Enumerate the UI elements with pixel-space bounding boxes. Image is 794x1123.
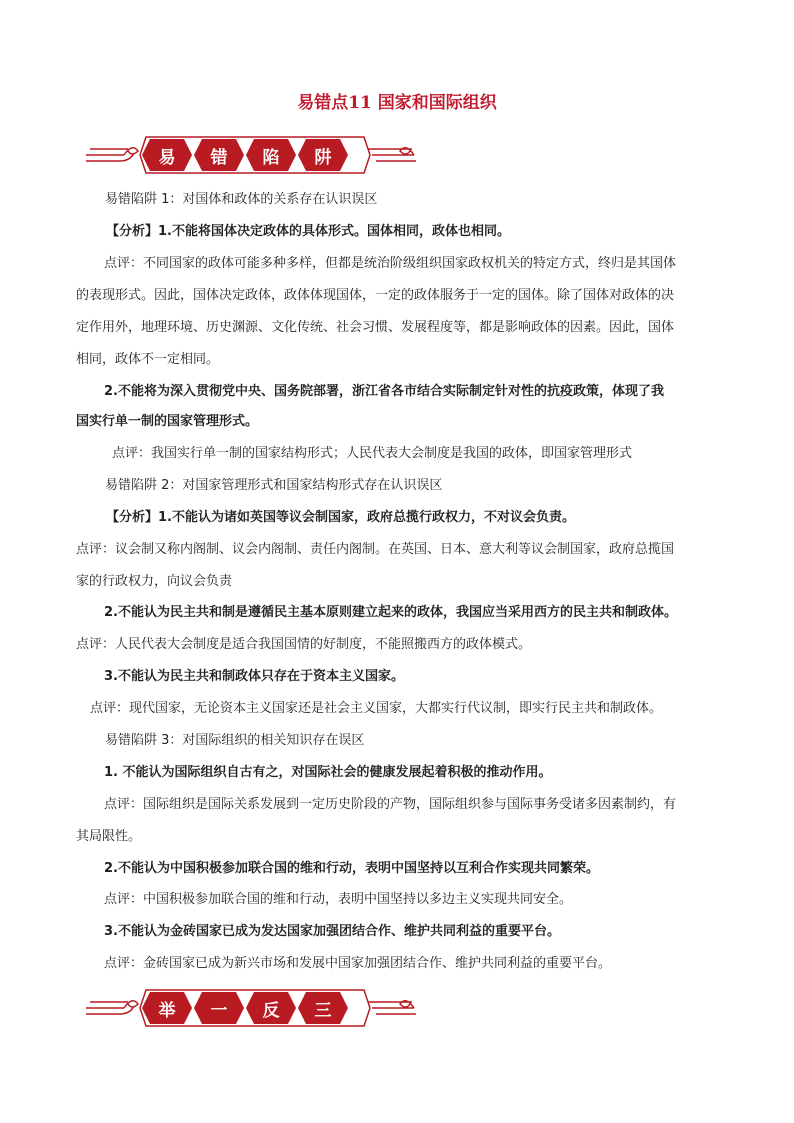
text-line: 2.不能认为民主共和制是遵循民主基本原则建立起来的政体，我国应当采用西方的民主共和制政体。 <box>104 605 677 620</box>
banner-char: 三 <box>314 1000 332 1021</box>
text-line: 家的行政权力，向议会负责 <box>76 574 233 589</box>
banner-char: 一 <box>210 1000 228 1021</box>
text-line: 点评：中国积极参加联合国的维和行动，表明中国坚持以多边主义实现共同安全。 <box>104 892 573 907</box>
banner-char: 错 <box>210 147 228 168</box>
banner-char: 举 <box>158 1000 176 1021</box>
banner-char: 反 <box>262 1000 280 1021</box>
text-line: 3.不能认为金砖国家已成为发达国家加强团结合作、维护共同利益的重要平台。 <box>104 924 560 939</box>
text-line: 点评：我国实行单一制的国家结构形式；人民代表大会制度是我国的政体，即国家管理形式 <box>112 446 633 461</box>
text-line: 2.不能认为中国积极参加联合国的维和行动，表明中国坚持以互利合作实现共同繁荣。 <box>104 861 599 876</box>
text-line: 易错陷阱 2：对国家管理形式和国家结构形式存在认识误区 <box>105 478 443 493</box>
banner-char: 阱 <box>314 147 332 168</box>
text-line: 相同，政体不一定相同。 <box>76 352 220 367</box>
text-line: 点评：现代国家，无论资本主义国家还是社会主义国家，大都实行代议制，即实行民主共和制政体。 <box>90 701 663 716</box>
banner-char: 陷 <box>262 147 280 168</box>
text-line: 1. 不能认为国际组织自古有之，对国际社会的健康发展起着积极的推动作用。 <box>104 765 552 780</box>
text-line: 点评：议会制又称内阁制、议会内阁制、责任内阁制。在英国、日本、意大利等议会制国家，政府总揽国 <box>76 542 675 557</box>
text-line: 点评：不同国家的政体可能多种多样，但都是统治阶级组织国家政权机关的特定方式，终归是其国体 <box>104 256 677 271</box>
text-line: 点评：人民代表大会制度是适合我国国情的好制度，不能照搬西方的政体模式。 <box>76 637 532 652</box>
text-line: 【分析】1.不能将国体决定政体的具体形式。国体相同，政体也相同。 <box>106 224 510 239</box>
text-line: 点评：金砖国家已成为新兴市场和发展中国家加强团结合作、维护共同利益的重要平台。 <box>104 956 612 971</box>
text-line: 2.不能将为深入贯彻党中央、国务院部署，浙江省各市结合实际制定针对性的抗疫政策，体现了我 <box>104 384 664 399</box>
text-line: 定作用外，地理环境、历史渊源、文化传统、社会习惯、发展程度等，都是影响政体的因素。因此，国体 <box>76 320 675 335</box>
text-line: 其局限性。 <box>76 829 142 844</box>
text-line: 易错陷阱 1：对国体和政体的关系存在认识误区 <box>105 192 378 207</box>
text-line: 易错陷阱 3：对国际组织的相关知识存在误区 <box>105 733 365 748</box>
text-line: 国实行单一制的国家管理形式。 <box>76 414 259 429</box>
banner-char: 易 <box>158 147 176 168</box>
text-line: 点评：国际组织是国际关系发展到一定历史阶段的产物，国际组织参与国际事务受诸多因素制约，有 <box>104 797 677 812</box>
section-banner-traps <box>84 131 524 179</box>
text-line: 【分析】1.不能认为诸如英国等议会制国家，政府总揽行政权力，不对议会负责。 <box>106 510 575 525</box>
text-line: 的表现形式。因此，国体决定政体，政体体现国体，一定的政体服务于一定的国体。除了国体对政体的决 <box>76 288 675 303</box>
page-title: 易错点11 国家和国际组织 <box>297 93 497 113</box>
section-banner-practice <box>84 984 524 1032</box>
text-line: 3.不能认为民主共和制政体只存在于资本主义国家。 <box>104 669 404 684</box>
